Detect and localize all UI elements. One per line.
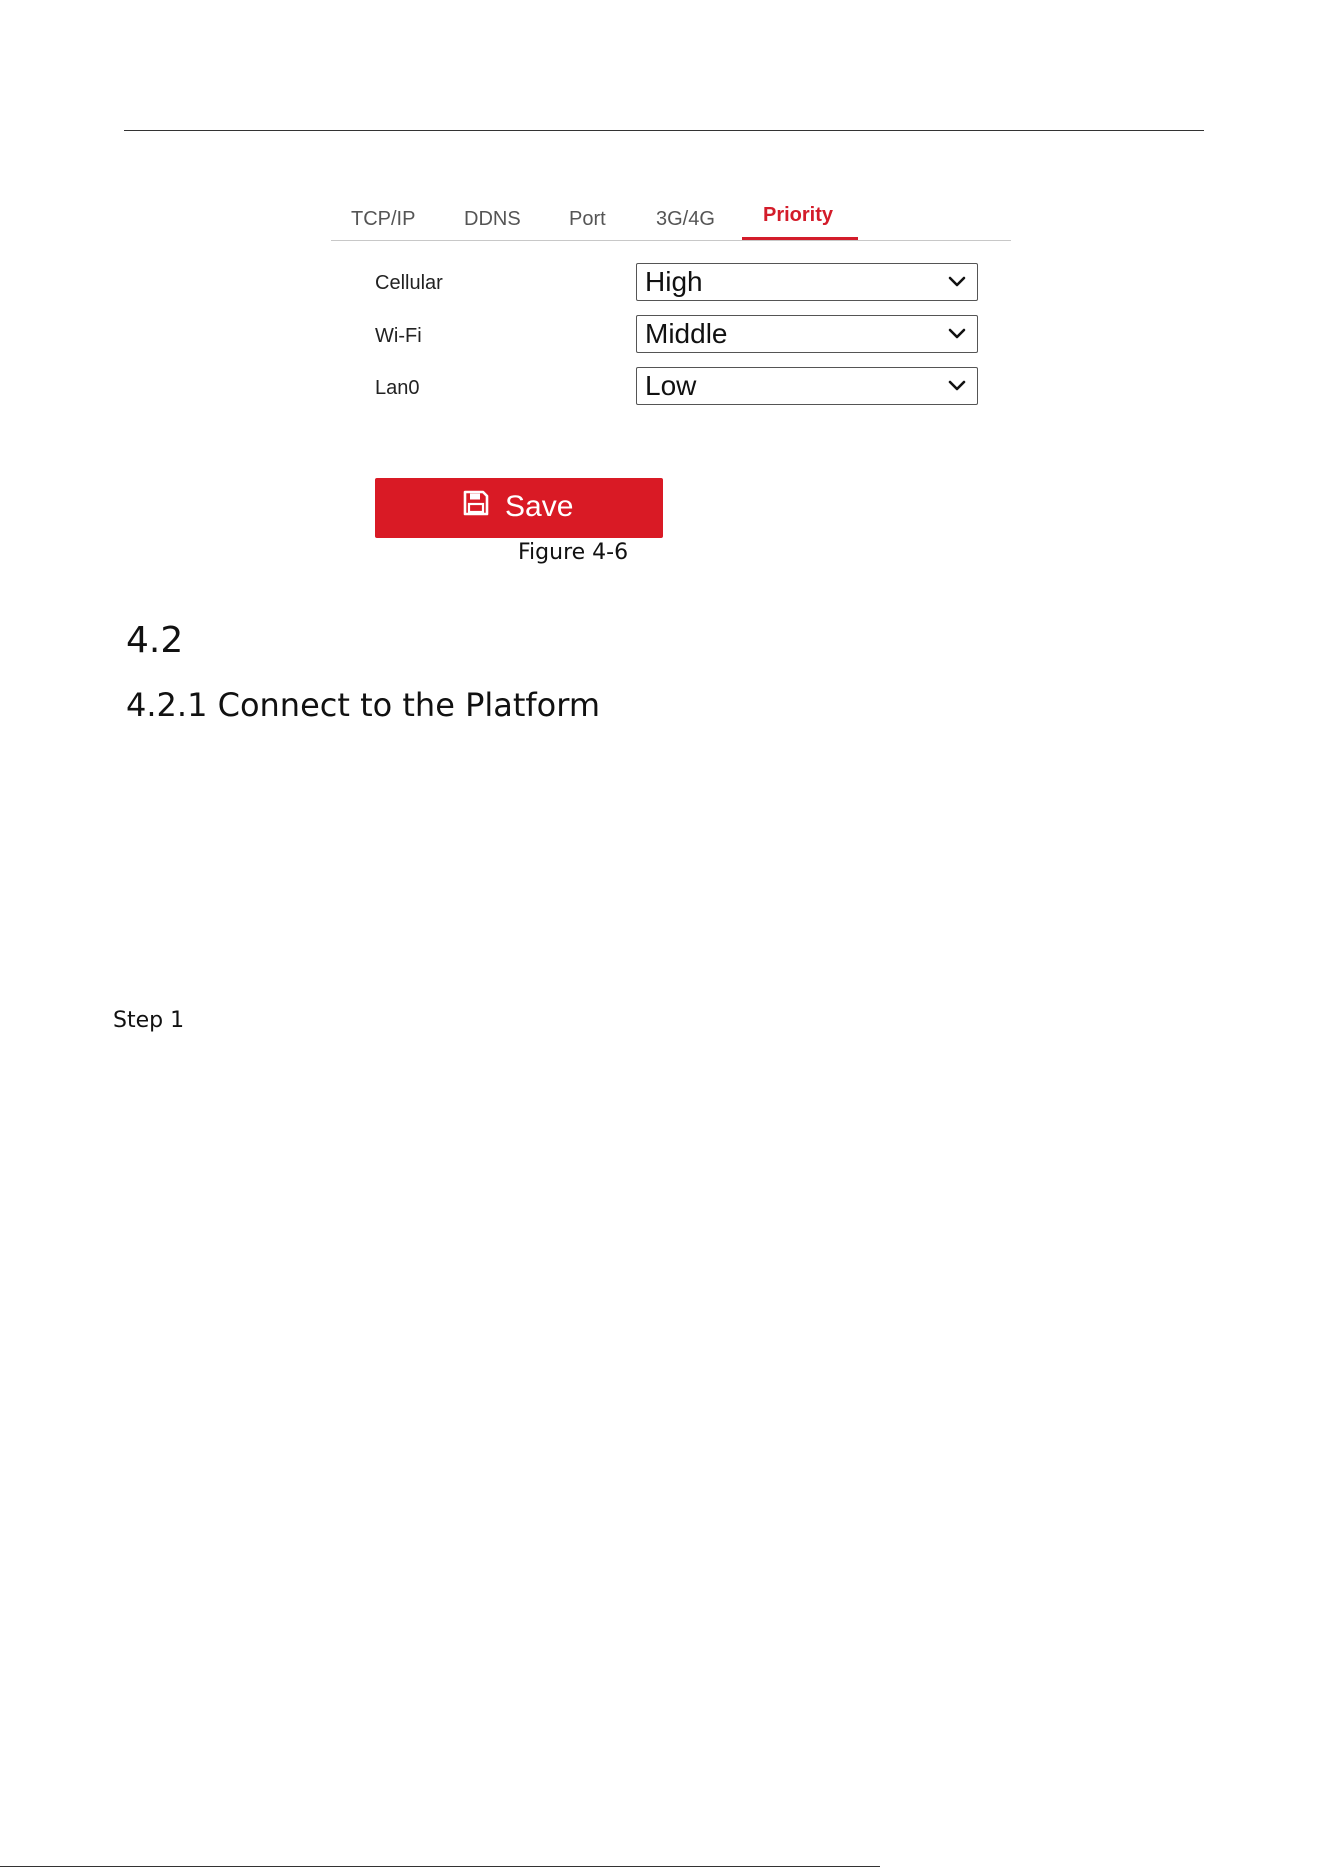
tab-priority[interactable]: Priority [763, 204, 834, 226]
lan0-priority-value: Low [645, 370, 697, 401]
step-label: Step 1 [113, 1008, 185, 1033]
section-heading: 4.2 [126, 620, 184, 661]
cellular-label: Cellular [375, 272, 443, 294]
wifi-label: Wi-Fi [375, 325, 422, 347]
wifi-priority-value: Middle [645, 318, 728, 349]
header-divider [124, 130, 1204, 131]
figure-caption: Figure 4-6 [518, 540, 629, 565]
chevron-down-icon [947, 272, 967, 292]
tab-ddns[interactable]: DDNS [464, 208, 521, 230]
lan0-label: Lan0 [375, 377, 420, 399]
subsection-heading: 4.2.1 Connect to the Platform [126, 686, 601, 724]
lan0-priority-select[interactable] [636, 367, 978, 405]
footer-divider [0, 1866, 880, 1867]
tab-3g-4g[interactable]: 3G/4G [656, 208, 715, 230]
chevron-down-icon [947, 376, 967, 396]
tab-port[interactable]: Port [569, 208, 606, 230]
save-icon [463, 490, 489, 516]
chevron-down-icon [947, 324, 967, 344]
cellular-priority-value: High [645, 266, 703, 297]
cellular-priority-select[interactable] [636, 263, 978, 301]
tab-tcp-ip[interactable]: TCP/IP [351, 208, 416, 230]
wifi-priority-select[interactable] [636, 315, 978, 353]
active-tab-indicator [742, 237, 858, 240]
save-button[interactable] [375, 478, 663, 538]
tab-bar [331, 196, 1011, 241]
save-button-label: Save [505, 490, 574, 523]
